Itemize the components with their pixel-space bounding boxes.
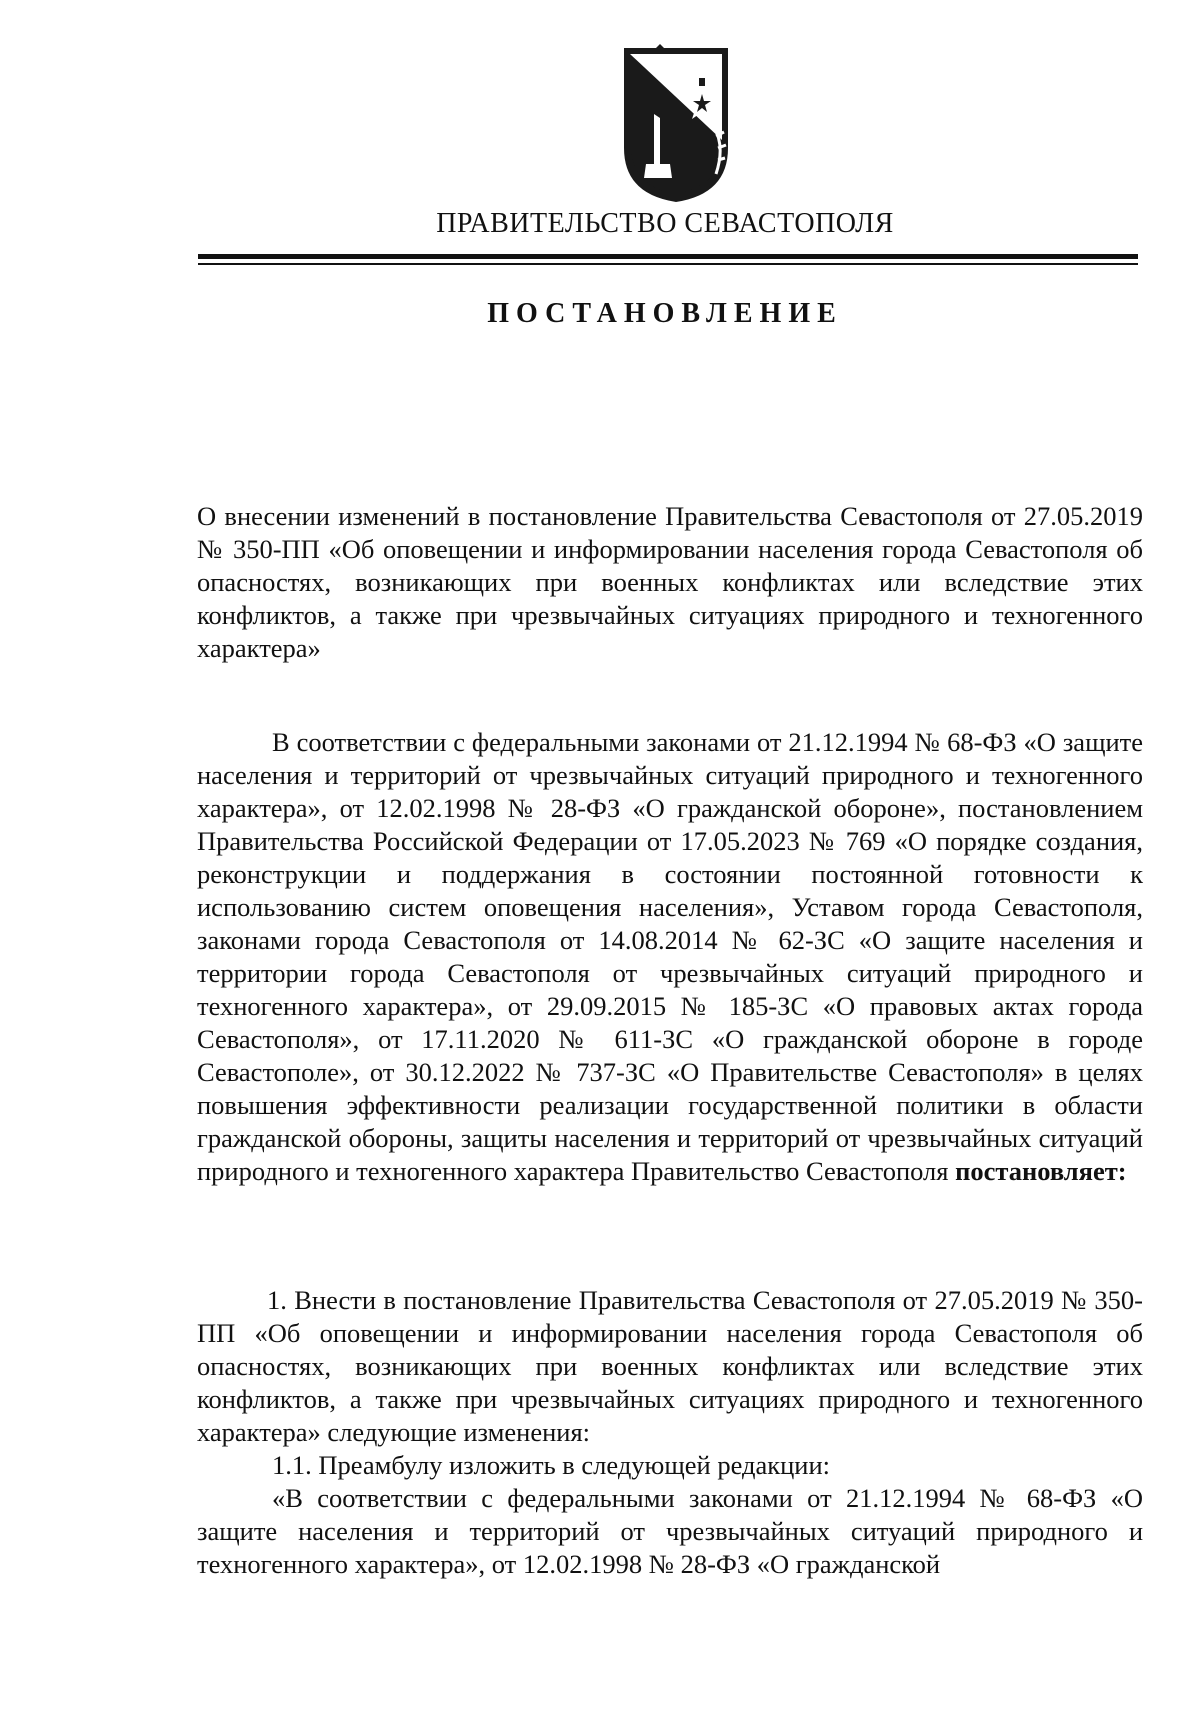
government-name: ПРАВИТЕЛЬСТВО СЕВАСТОПОЛЯ [436,208,894,239]
item-1-1: 1.1. Преамбулу изложить в следующей редакции: [272,1450,831,1480]
preamble-text: В соответствии с федеральными законами от 21.12.1994 № 68-ФЗ «О защите населения и территорий от чрезвычайных ситуаций природного и техногенного характера», от 12.02.1998 № 28-ФЗ «О гражданской обороне», постановлением Правительства Российской Федерации от 17.05.2023 № 769 «О порядке создания, реконструкции и поддержания в состоянии постоянной готовности к использованию систем оповещения населения», Уставом города Севастополя, законами города Севастополя от 14.08.2014 № 62-ЗС «О защите населения и территории города Севастополя от чрезвычайных ситуаций природного и техногенного характера», от 29.09.2015 № 185-ЗС «О правовых актах города Севастополя», от 17.11.2020 № 611-ЗС «О гражданской обороне в городе Севастополе», от 30.12.2022 № 737-ЗС «О Правительстве Севастополя» в целях повышения эффективности реализации государственной политики в области гражданской обороны, защиты населения и территорий от чрезвычайных ситуаций природного и техногенного характера Правительство Севастополя [197,727,1143,1186]
amendments-section [197,1284,1143,1581]
quoted-preamble-start: «В соответствии с федеральными законами от 21.12.1994 № 68-ФЗ «О защите населения и территорий от чрезвычайных ситуаций природного и техногенного характера», от 12.02.1998 № 28-ФЗ «О гражданской [197,1483,1143,1579]
header-divider-thin [198,263,1138,265]
item-1: 1. Внести в постановление Правительства Севастополя от 27.05.2019 № 350-ПП «Об оповещении и информировании населения города Севастополя об опасностях, возникающих при военных конфликтах или вследствие этих конфликтов, а также при чрезвычайных ситуациях природного и техногенного характера» следующие изменения: [197,1285,1143,1447]
sevastopol-coat-of-arms-icon [616,44,736,204]
header-divider-thick [198,254,1138,259]
preamble-paragraph [197,726,1143,1188]
resolves-word: постановляет: [955,1156,1127,1186]
document-type-heading: ПОСТАНОВЛЕНИЕ [487,298,843,329]
document-title: О внесении изменений в постановление Правительства Севастополя от 27.05.2019 № 350-ПП «Об оповещении и информировании населения города Севастополя об опасностях, возникающих при военных конфликтах или вследствие этих конфликтов, а также при чрезвычайных ситуациях природного и техногенного характера» [197,501,1143,663]
